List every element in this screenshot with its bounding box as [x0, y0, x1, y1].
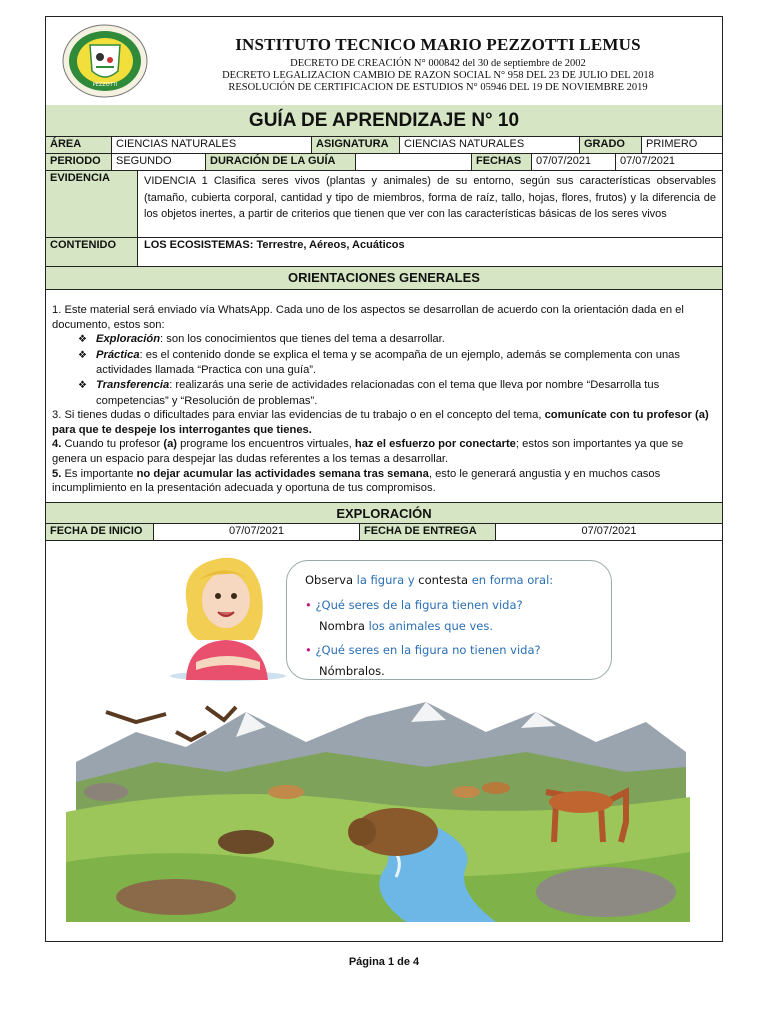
- content-value: LOS ECOSISTEMAS: Terrestre, Aéreos, Acuáticos: [144, 239, 405, 251]
- exploration-title: EXPLORACIÓN: [336, 506, 432, 521]
- dates-label: FECHAS: [472, 154, 532, 170]
- exploration-dates-row: [46, 524, 722, 541]
- date-end: 07/07/2021: [620, 155, 676, 167]
- orientation-item-4: 4. Cuando tu profesor (a) programe los encuentros virtuales, haz el esfuerzo por conectarte; estos son importantes ya que se genera un espacio para despejar las dudas referentes a los temas a desarrollar.: [52, 438, 684, 465]
- school-name: INSTITUTO TECNICO MARIO PEZZOTTI LEMUS: [235, 35, 641, 54]
- diamond-bullet-icon: ❖: [78, 379, 87, 391]
- start-date-value: 07/07/2021: [154, 524, 360, 540]
- date-start: 07/07/2021: [532, 154, 616, 170]
- orientation-item-5: 5. Es importante no dejar acumular las actividades semana tras semana, esto le generará angustia y en muchos casos incumplimiento en la presentación adecuada y oportuna de tus compromisos.: [52, 467, 661, 495]
- bubble-intro: Observa la figura y contesta en forma oral:: [305, 573, 554, 587]
- bullet-term: Práctica: [96, 348, 140, 361]
- info-row-content: [46, 238, 722, 267]
- decree-creation: DECRETO DE CREACIÓN N° 000842 del 30 de septiembre de 2002: [290, 58, 586, 69]
- page-number: Página 1 de 4: [348, 956, 420, 968]
- girl-illustration: [168, 550, 288, 682]
- bullet-icon: •: [305, 598, 312, 612]
- period-value: SEGUNDO: [112, 154, 206, 170]
- info-row-area: [46, 137, 722, 154]
- period-label: PERIODO: [46, 154, 112, 170]
- area-label: ÁREA: [46, 137, 112, 153]
- orientations-body: [52, 303, 716, 496]
- diamond-bullet-icon: ❖: [78, 349, 87, 361]
- info-row-evidence: [46, 171, 722, 238]
- area-value: CIENCIAS NATURALES: [112, 137, 312, 153]
- bullet-transferencia: [52, 378, 716, 408]
- ecosystem-landscape-illustration: [66, 692, 690, 922]
- evidence-text: VIDENCIA 1 Clasifica seres vivos (plantas y animales) de su entorno, según sus características observables (tamaño, cubierta corporal, cantidad y tipo de miembros, forma de raíz, tallo, hojas, flores, frutos) y la diferencia de los objetos inertes, a partir de criterios que tienen que ver con las características básicas de los seres vivos: [144, 175, 716, 220]
- grade-label: GRADO: [580, 137, 642, 153]
- guide-title: GUÍA DE APRENDIZAJE N° 10: [248, 110, 520, 131]
- answer-2: Nómbralos.: [319, 664, 385, 678]
- document-header: [46, 17, 722, 106]
- duration-value: [356, 154, 472, 170]
- start-date-label: FECHA DE INICIO: [46, 524, 154, 540]
- answer-1: Nombra los animales que ves.: [319, 619, 494, 633]
- bullet-text: : realizarás una serie de actividades relacionadas con el tema que lleva por nombre “Desarrolla tus competencias” y “Resolución de problemas”.: [96, 378, 660, 407]
- orientation-item-1: 1. Este material será enviado vía WhatsApp. Cada uno de los aspectos se desarrollan de acuerdo con la orientación dada en el documento, estos son:: [52, 304, 684, 331]
- grade-value: PRIMERO: [646, 138, 698, 150]
- subject-value: CIENCIAS NATURALES: [400, 137, 580, 153]
- orientations-band: [46, 267, 722, 290]
- exploration-content: [46, 542, 722, 940]
- bullet-term: Exploración: [96, 333, 161, 346]
- duration-label: DURACIÓN DE LA GUÍA: [206, 154, 356, 170]
- diamond-bullet-icon: ❖: [78, 334, 87, 346]
- school-logo: [60, 23, 150, 99]
- bullet-text: : es el contenido donde se explica el tema y se acompaña de un ejemplo, además se complementa con unas actividades llamada “Practica con una guía”.: [96, 348, 680, 377]
- speech-bubble: [286, 560, 612, 680]
- bullet-practica: [52, 348, 716, 378]
- bullet-icon: •: [305, 643, 312, 657]
- bullet-term: Transferencia: [96, 378, 170, 391]
- bullet-exploracion: [52, 332, 716, 348]
- exploration-band: [46, 502, 722, 524]
- due-date-value: 07/07/2021: [581, 525, 637, 537]
- guide-title-band: [46, 105, 722, 137]
- certification-resolution: RESOLUCIÓN DE CERTIFICACION DE ESTUDIOS N° 05946 DEL 19 DE NOVIEMBRE 2019: [228, 82, 648, 93]
- svg-text:PEZZOTTI: PEZZOTTI: [92, 82, 118, 88]
- orientations-title: ORIENTACIONES GENERALES: [288, 270, 480, 285]
- orientation-item-3: 3. Si tienes dudas o dificultades para enviar las evidencias de tu trabajo o en el concepto del tema, comunícate con tu profesor (a) para que te despeje los interrogantes que tienes.: [52, 409, 709, 436]
- due-date-label: FECHA DE ENTREGA: [360, 524, 496, 540]
- bullet-text: : son los conocimientos que tienes del tema a desarrollar.: [160, 333, 445, 346]
- evidence-label: EVIDENCIA: [46, 171, 138, 237]
- question-1: • ¿Qué seres de la figura tienen vida?: [305, 598, 523, 612]
- subject-label: ASIGNATURA: [312, 137, 400, 153]
- info-row-period: [46, 154, 722, 171]
- question-2: • ¿Qué seres en la figura no tienen vida?: [305, 643, 541, 657]
- content-label: CONTENIDO: [46, 238, 138, 266]
- decree-legalization: DECRETO LEGALIZACION CAMBIO DE RAZON SOCIAL N° 958 DEL 23 DE JULIO DEL 2018: [222, 70, 654, 81]
